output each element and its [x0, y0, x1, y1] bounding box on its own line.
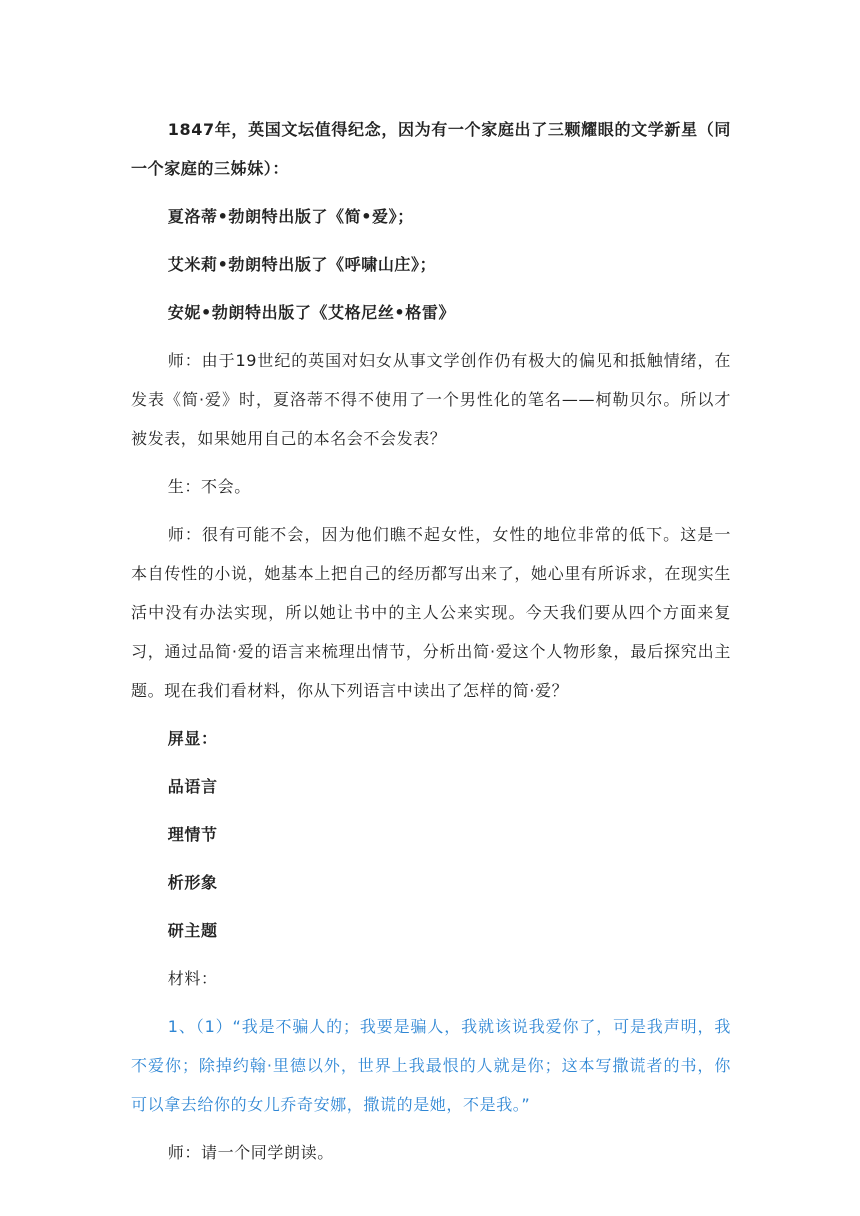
paragraph-item-character: 析形象 — [167, 873, 218, 892]
paragraph-anne: 安妮•勃朗特出版了《艾格尼丝•格雷》 — [167, 303, 456, 322]
paragraph-charlotte: 夏洛蒂•勃朗特出版了《简•爱》； — [167, 207, 414, 226]
paragraph-intro: 1847年，英国文坛值得纪念，因为有一个家庭出了三颗耀眼的文学新星（同一个家庭的三姊妹）： — [131, 120, 731, 178]
paragraph-emily: 艾米莉•勃朗特出版了《呼啸山庄》； — [167, 255, 437, 274]
paragraph-teacher-1: 师：由于19世纪的英国对妇女从事文学创作仍有极大的偏见和抵触情绪，在发表《简·爱》时，夏洛蒂不得不使用了一个男性化的笔名——柯勒贝尔。所以才被发表，如果她用自己的本名会不会发表？ — [131, 351, 731, 448]
paragraph-screen-display: 屏显： — [167, 729, 218, 748]
paragraph-item-theme: 研主题 — [167, 921, 218, 940]
paragraph-quote: 1、（1）“我是不骗人的；我要是骗人，我就该说我爱你了，可是我声明，我不爱你；除掉约翰·里德以外，世界上我最恨的人就是你；这本写撒谎者的书，你可以拿去给你的女儿乔奇安娜，撒谎的是她，不是我。” — [131, 1017, 731, 1114]
document-body — [131, 110, 731, 1172]
paragraph-teacher-3: 师：请一个同学朗读。 — [167, 1143, 334, 1162]
paragraph-materials: 材料： — [167, 969, 218, 988]
paragraph-student-1: 生：不会。 — [167, 477, 251, 496]
paragraph-teacher-2: 师：很有可能不会，因为他们瞧不起女性，女性的地位非常的低下。这是一本自传性的小说，她基本上把自己的经历都写出来了，她心里有所诉求，在现实生活中没有办法实现，所以她让书中的主人公来实现。今天我们要从四个方面来复习，通过品简·爱的语言来梳理出情节，分析出简·爱这个人物形象，最后探究出主题。现在我们看材料，你从下列语言中读出了怎样的简·爱？ — [131, 525, 731, 700]
paragraph-item-language: 品语言 — [167, 777, 218, 796]
paragraph-item-plot: 理情节 — [167, 825, 218, 844]
